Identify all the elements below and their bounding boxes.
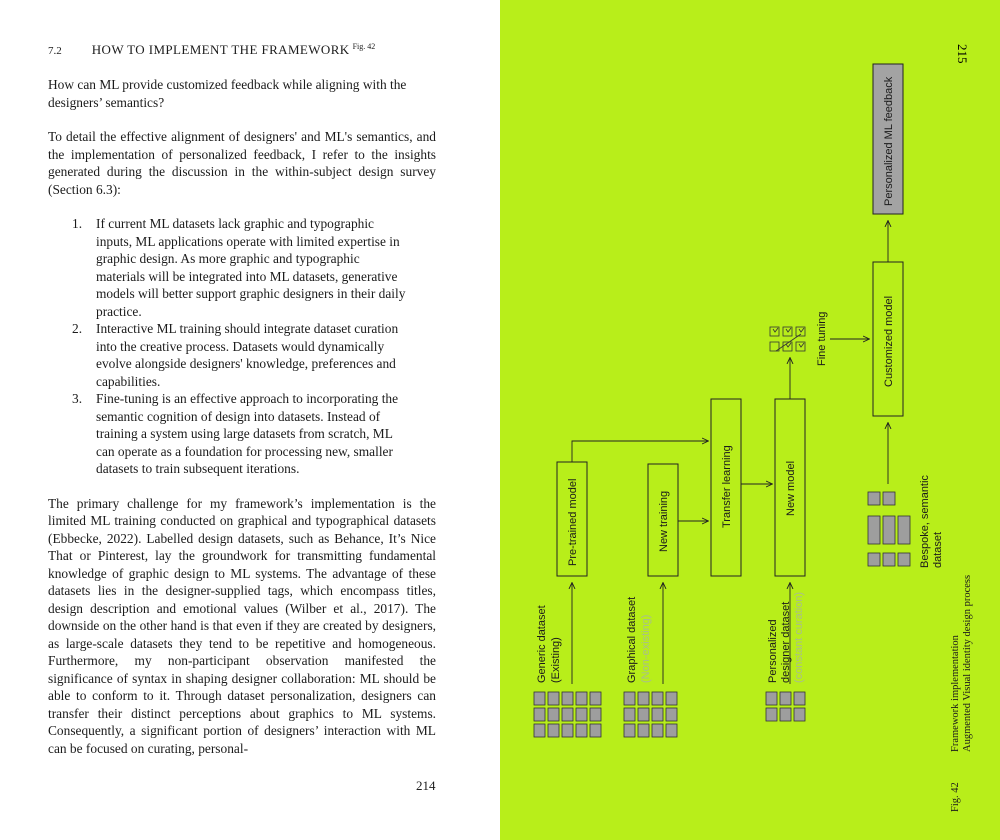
closing-paragraph: The primary challenge for my framework’s implementation is the limited ML training conducted on graphical and typographical datasets (Ebbecke, 2022). Labelled design datasets, such as Behance, It’s Nice That or Pinterest, lay the groundwork for transmitting fundamental knowledge of graphic design to ML systems. The advantage of these datasets lies in the designer-supplied tags, which encompass titles, design description and emotional values (Wilber et al., 2017). The downside on the other hand is that even if they are created by designers, as large-scale datasets they tend to be repetitive and homogeneous. Furthermore, my non-participant observation manifested the significance of syntax in shaping designer collaboration: ML should be able to conform to it. Through dataset personalization, designers can transfer their distinct perceptions about graphics to ML systems. Consequently, a significant portion of designers’ interaction with ML can be focused on curating, personal- bbox=[48, 495, 436, 756]
graphical-dataset-label: Graphical dataset bbox=[626, 596, 638, 683]
list-item-text: Interactive ML training should integrate dataset curation into the creative process. Datasets would dynamically evolve alongside designers' knowledge, preferences and capabilities. bbox=[96, 321, 399, 389]
new-model-label: New model bbox=[785, 460, 797, 516]
personalized-dataset-label-line2: designer dataset bbox=[780, 601, 792, 683]
personalized-dataset-grid bbox=[766, 692, 805, 721]
generic-dataset-grid bbox=[534, 692, 601, 737]
personalized-dataset-sublabel: (constant curation) bbox=[793, 591, 805, 683]
fine-tuning-label: Fine tuning bbox=[816, 311, 828, 366]
caption-line-1: Framework implementation bbox=[950, 635, 961, 752]
right-page-number: 215 bbox=[955, 44, 970, 64]
figure-reference: Fig. 42 bbox=[352, 42, 376, 51]
bespoke-dataset-label-line1: Bespoke, semantic bbox=[919, 475, 931, 568]
bespoke-dataset-grid bbox=[868, 492, 910, 566]
right-page bbox=[500, 0, 1000, 840]
list-item bbox=[48, 390, 410, 478]
pretrained-model-label: Pre-trained model bbox=[567, 478, 579, 566]
bespoke-dataset-label-line2: dataset bbox=[932, 531, 944, 568]
list-item-number: 3. bbox=[72, 391, 83, 406]
list-item-number: 2. bbox=[72, 321, 83, 336]
new-training-label: New training bbox=[658, 490, 670, 552]
graphical-dataset-sublabel: (Non-existing) bbox=[640, 614, 652, 683]
transfer-learning-label: Transfer learning bbox=[721, 445, 733, 528]
personalized-feedback-label: Personalized ML feedback bbox=[883, 76, 895, 206]
body-text bbox=[48, 76, 436, 774]
list-item bbox=[48, 215, 410, 320]
research-question: How can ML provide customized feedback while aligning with the designers’ semantics? bbox=[48, 77, 407, 110]
list-item-number: 1. bbox=[72, 216, 83, 231]
customized-model-label: Customized model bbox=[883, 295, 895, 387]
list-item-text: Fine-tuning is an effective approach to incorporating the semantic cognition of design into datasets. Instead of training a system using large datasets from scratch, ML can operate as a foundation for processing new, smaller datasets to train subsequent iterations. bbox=[96, 391, 399, 476]
intro-paragraph: To detail the effective alignment of designers' and ML's semantics, and the implementation of personalized feedback, I refer to the insights generated during the discussion in the within-subject design survey (Section 6.3): bbox=[48, 129, 436, 197]
caption-figure-number: Fig. 42 bbox=[950, 782, 961, 812]
left-page-number: 214 bbox=[416, 778, 436, 793]
fine-tuning-icon bbox=[770, 327, 805, 351]
list-item bbox=[48, 320, 410, 390]
section-number: 7.2 bbox=[48, 45, 62, 57]
caption-line-2: Augmented Visual identity design process bbox=[962, 574, 973, 752]
insights-list bbox=[48, 215, 436, 478]
framework-diagram bbox=[500, 0, 1000, 840]
graphical-dataset-grid bbox=[624, 692, 677, 737]
generic-dataset-sublabel: (Existing) bbox=[550, 637, 562, 683]
list-item-text: If current ML datasets lack graphic and typographic inputs, ML applications operate with limited expertise in graphic design. As more graphic and typographic materials will be integrated into ML datasets, generative models will better support graphic designers in their daily practice. bbox=[96, 216, 406, 319]
section-title: HOW TO IMPLEMENT THE FRAMEWORK bbox=[91, 42, 350, 57]
generic-dataset-label: Generic dataset bbox=[536, 605, 548, 683]
personalized-dataset-label-line1: Personalized bbox=[767, 619, 779, 683]
running-header bbox=[48, 42, 375, 58]
